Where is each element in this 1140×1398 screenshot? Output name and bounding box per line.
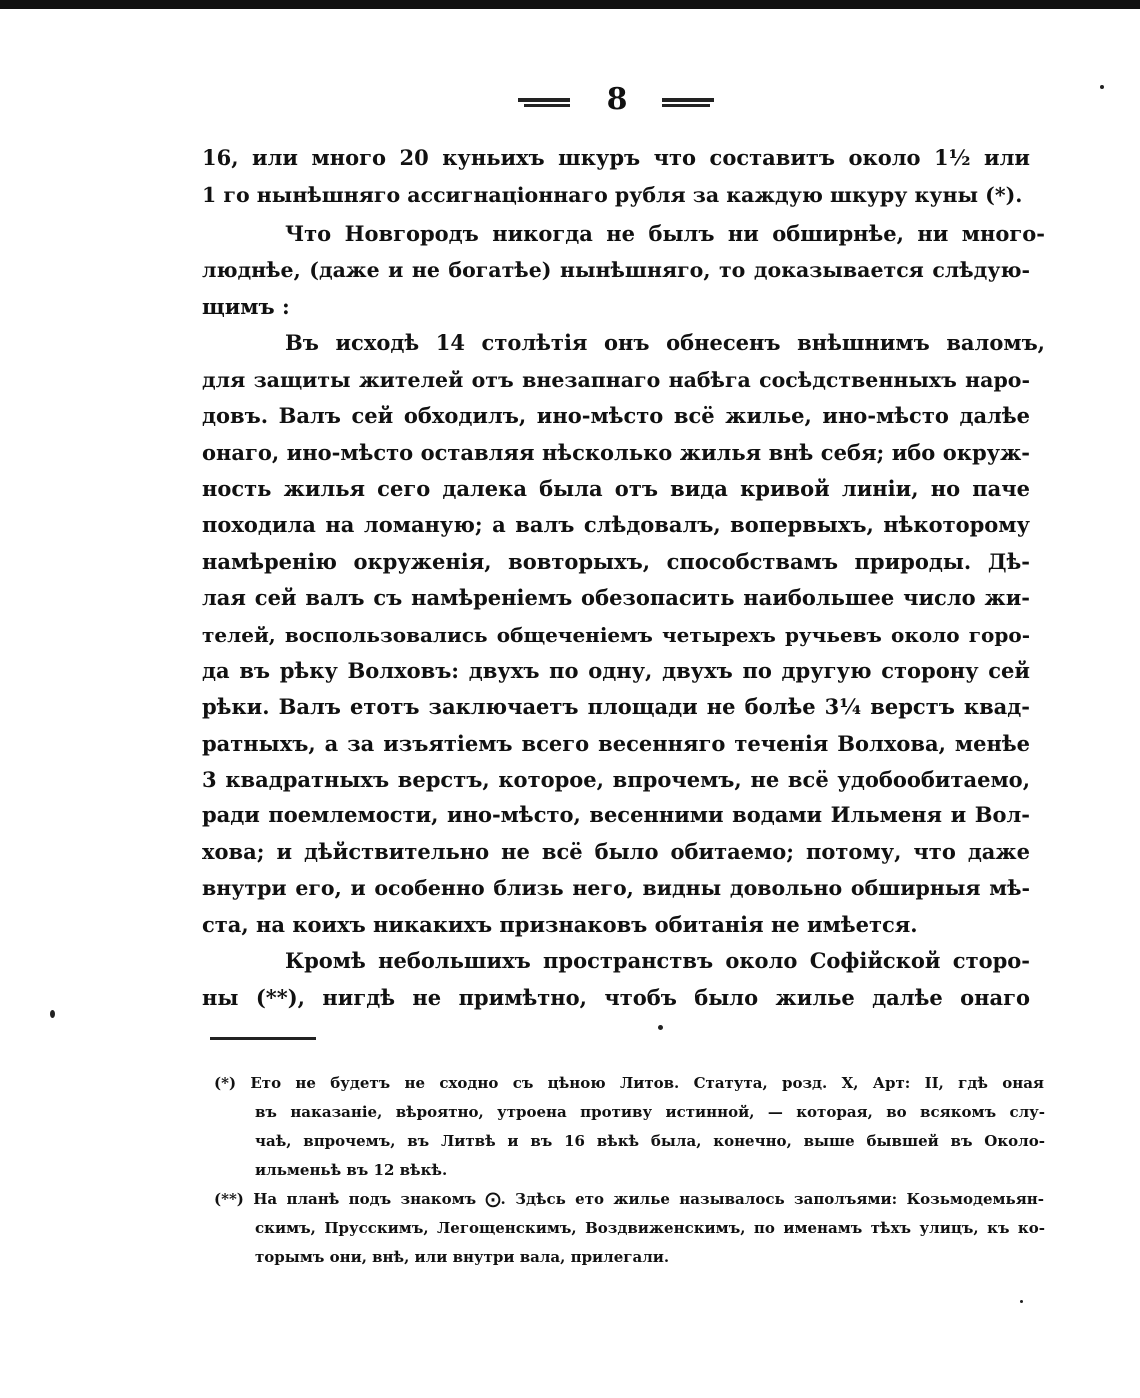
scan-speck: [50, 1010, 55, 1018]
text-line: 3 квадратныхъ верстъ, которое, впрочемъ, не всё удобообитаемо,: [202, 767, 1030, 792]
page-number: 8: [606, 82, 628, 117]
text-line: онаго, ино-мѣсто оставляя нѣсколько жилья внѣ себя; ибо окруж-: [202, 440, 1030, 465]
footnote-separator: [210, 1037, 316, 1040]
footnote-line: чаѣ, впрочемъ, въ Литвѣ и въ 16 вѣкѣ была, конечно, выше бывшей въ Около-: [255, 1132, 1045, 1150]
text-line: намѣренію окруженія, вовторыхъ, способствамъ природы. Дѣ-: [202, 549, 1030, 574]
text-line: лая сей валъ съ намѣреніемъ обезопасить наибольшее число жи-: [202, 585, 1030, 610]
text-line: Въ исходѣ 14 столѣтія онъ обнесенъ внѣшнимъ валомъ,: [285, 330, 1045, 355]
text-line: 1 го нынѣшняго ассигнаціоннаго рубля за каждую шкуру куны (*).: [202, 183, 1023, 207]
top-border: [0, 0, 1140, 9]
page-header: [518, 84, 718, 120]
text-line: щимъ :: [202, 294, 290, 319]
header-ornament-right: [662, 104, 710, 107]
scan-speck: [1100, 85, 1104, 89]
header-ornament-right: [662, 98, 714, 102]
scan-speck: [1020, 1300, 1023, 1303]
text-line: Что Новгородъ никогда не былъ ни обширнѣе, ни много-: [285, 221, 1045, 246]
text-line: 16, или много 20 куньихъ шкуръ что составитъ около 1½ или: [202, 145, 1030, 170]
text-line: рѣки. Валъ етотъ заключаетъ площади не болѣе 3¼ верстъ квад-: [202, 694, 1030, 719]
text-line: внутри его, и особенно близь него, видны довольно обширныя мѣ-: [202, 876, 1030, 900]
scan-speck: [658, 1025, 663, 1030]
text-line: ность жилья сего далека была отъ вида кривой линіи, но паче: [202, 476, 1030, 501]
header-ornament-left: [518, 98, 570, 102]
text-line: Кромѣ небольшихъ пространствъ около Софійской сторо-: [285, 948, 1030, 973]
text-line: походила на ломаную; а валъ слѣдовалъ, вопервыхъ, нѣкоторому: [202, 512, 1030, 537]
footnote-line: скимъ, Прусскимъ, Легощенскимъ, Воздвиженскимъ, по именамъ тѣхъ улицъ, къ ко-: [255, 1219, 1045, 1237]
text-line: да въ рѣку Волховъ: двухъ по одну, двухъ по другую сторону сей: [202, 658, 1030, 683]
text-line: для защиты жителей отъ внезапнаго набѣга сосѣдственныхъ наро-: [202, 368, 1030, 392]
text-line: ста, на коихъ никакихъ признаковъ обитанія не имѣется.: [202, 912, 918, 937]
text-line: ратныхъ, а за изъятіемъ всего весенняго теченія Волхова, менѣе: [202, 731, 1030, 756]
text-line: хова; и дѣйствительно не всё было обитаемо; потому, что даже: [202, 839, 1030, 864]
text-line: люднѣе, (даже и не богатѣе) нынѣшняго, то доказывается слѣдую-: [202, 258, 1030, 282]
header-ornament-left: [524, 104, 570, 107]
text-line: ради поемлемости, ино-мѣсто, весенними водами Ильменя и Вол-: [202, 802, 1030, 827]
footnote-line: въ наказаніе, вѣроятно, утроена противу истинной, — которая, во всякомъ слу-: [255, 1103, 1045, 1121]
footnote-line: торымъ они, внѣ, или внутри вала, прилегали.: [255, 1248, 670, 1266]
footnote-line: (*) Ето не будетъ не сходно съ цѣною Литов. Статута, розд. X, Арт: II, гдѣ оная: [214, 1074, 1044, 1092]
text-line: довъ. Валъ сей обходилъ, ино-мѣсто всё жилье, ино-мѣсто далѣе: [202, 403, 1030, 428]
text-line: телей, воспользовались общеченіемъ четырехъ ручьевъ около горо-: [202, 623, 1030, 647]
text-line: ны (**), нигдѣ не примѣтно, чтобъ было жилье далѣе онаго: [202, 985, 1030, 1010]
footnote-line: (**) На планѣ подъ знакомъ ⨀. Здѣсь ето жилье называлось заполъями: Козьмодемьян-: [214, 1190, 1044, 1208]
footnote-line: ильменьѣ въ 12 вѣкѣ.: [255, 1161, 448, 1179]
